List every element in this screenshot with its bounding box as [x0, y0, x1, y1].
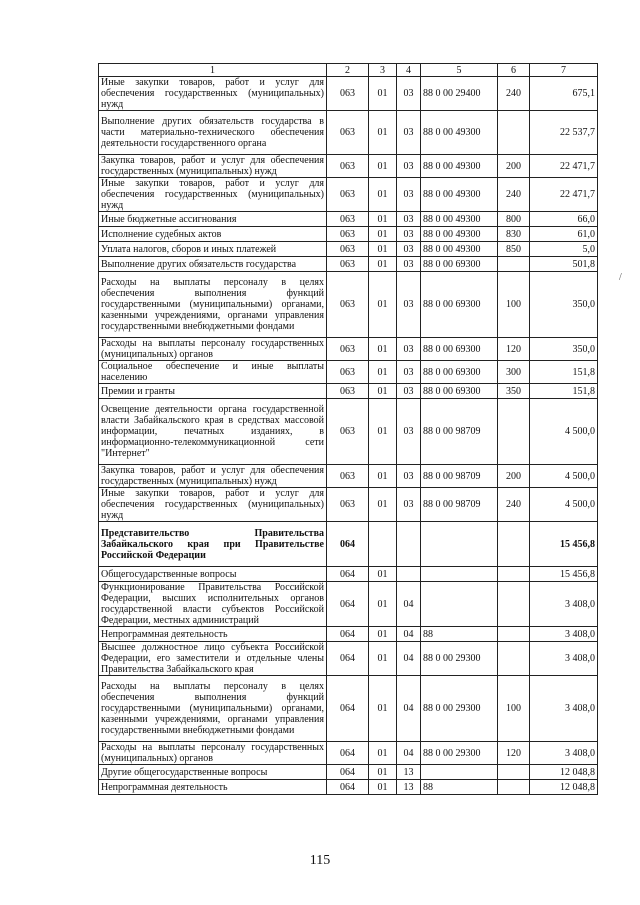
row-code: 064: [327, 642, 369, 676]
row-amount: 22 471,7: [530, 178, 598, 212]
row-expense-type: 100: [498, 272, 530, 338]
row-subsection: 03: [397, 257, 421, 272]
row-expense-type: [498, 567, 530, 582]
row-expense-type: 350: [498, 384, 530, 399]
row-section: 01: [369, 338, 397, 361]
row-expense-type: [498, 582, 530, 627]
table-row: [99, 765, 598, 780]
table-row: [99, 399, 598, 465]
row-subsection: 03: [397, 111, 421, 155]
row-code: 063: [327, 338, 369, 361]
column-header: 4: [397, 64, 421, 77]
row-target-article: 88 0 00 69300: [421, 257, 498, 272]
row-target-article: 88 0 00 49300: [421, 227, 498, 242]
row-name: Освещение деятельности органа государственной власти Забайкальского края в средствах массовой информации, печатных изданиях, в информационно-телекоммуникационной сети "Интернет": [99, 399, 327, 465]
row-subsection: 04: [397, 742, 421, 765]
row-expense-type: 120: [498, 742, 530, 765]
row-name: Высшее должностное лицо субъекта Российской Федерации, его заместители и отдельные члены Правительства Забайкальского края: [99, 642, 327, 676]
row-expense-type: [498, 627, 530, 642]
row-subsection: 03: [397, 178, 421, 212]
row-code: 063: [327, 242, 369, 257]
row-expense-type: [498, 399, 530, 465]
row-expense-type: 240: [498, 488, 530, 522]
table-row: [99, 257, 598, 272]
row-amount: 151,8: [530, 384, 598, 399]
row-amount: 5,0: [530, 242, 598, 257]
row-subsection: 03: [397, 155, 421, 178]
row-code: 064: [327, 567, 369, 582]
table-row: [99, 242, 598, 257]
row-subsection: 03: [397, 488, 421, 522]
row-section: 01: [369, 465, 397, 488]
row-name: Премии и гранты: [99, 384, 327, 399]
row-expense-type: 300: [498, 361, 530, 384]
table-row: [99, 642, 598, 676]
row-target-article: [421, 582, 498, 627]
row-name: Выполнение других обязательств государства: [99, 257, 327, 272]
row-subsection: 13: [397, 780, 421, 795]
table-row: [99, 567, 598, 582]
row-amount: 350,0: [530, 338, 598, 361]
row-expense-type: [498, 780, 530, 795]
row-amount: 675,1: [530, 77, 598, 111]
row-target-article: 88: [421, 780, 498, 795]
row-name: Уплата налогов, сборов и иных платежей: [99, 242, 327, 257]
row-amount: 3 408,0: [530, 676, 598, 742]
scan-mark: /: [619, 272, 622, 283]
row-expense-type: [498, 111, 530, 155]
row-subsection: 03: [397, 361, 421, 384]
row-name: Исполнение судебных актов: [99, 227, 327, 242]
row-section: 01: [369, 384, 397, 399]
row-section: 01: [369, 742, 397, 765]
row-name: Расходы на выплаты персоналу государственных (муниципальных) органов: [99, 742, 327, 765]
row-expense-type: 120: [498, 338, 530, 361]
row-section: 01: [369, 242, 397, 257]
table-row: [99, 361, 598, 384]
row-subsection: 03: [397, 384, 421, 399]
row-code: 063: [327, 111, 369, 155]
row-subsection: 03: [397, 227, 421, 242]
row-target-article: [421, 522, 498, 567]
row-section: 01: [369, 178, 397, 212]
row-subsection: 03: [397, 212, 421, 227]
table-row: [99, 742, 598, 765]
table-row: [99, 227, 598, 242]
row-code: 063: [327, 488, 369, 522]
row-expense-type: 830: [498, 227, 530, 242]
row-subsection: 03: [397, 399, 421, 465]
table-row: [99, 111, 598, 155]
row-expense-type: 240: [498, 178, 530, 212]
row-subsection: 04: [397, 582, 421, 627]
row-name: Расходы на выплаты персоналу в целях обеспечения выполнения функций государственными (муниципальными) органами, казенными учреждениями, органами управления государственными внебюджетными фондами: [99, 272, 327, 338]
table-row: [99, 155, 598, 178]
row-section: 01: [369, 257, 397, 272]
row-amount: 350,0: [530, 272, 598, 338]
row-section: 01: [369, 765, 397, 780]
row-code: 064: [327, 765, 369, 780]
row-amount: 22 537,7: [530, 111, 598, 155]
row-amount: 22 471,7: [530, 155, 598, 178]
row-code: 063: [327, 212, 369, 227]
row-target-article: 88 0 00 98709: [421, 488, 498, 522]
row-name: Выполнение других обязательств государства в части материально-технического обеспечения деятельности государственного органа: [99, 111, 327, 155]
row-target-article: 88 0 00 29300: [421, 676, 498, 742]
row-expense-type: [498, 522, 530, 567]
row-section: [369, 522, 397, 567]
row-target-article: 88 0 00 98709: [421, 465, 498, 488]
row-subsection: 13: [397, 765, 421, 780]
row-subsection: 04: [397, 627, 421, 642]
table-row: [99, 384, 598, 399]
row-code: 064: [327, 742, 369, 765]
row-name: Иные закупки товаров, работ и услуг для обеспечения государственных (муниципальных) нужд: [99, 77, 327, 111]
row-expense-type: 240: [498, 77, 530, 111]
table-row: [99, 582, 598, 627]
table-row: [99, 488, 598, 522]
row-code: 063: [327, 178, 369, 212]
row-name: Расходы на выплаты персоналу государственных (муниципальных) органов: [99, 338, 327, 361]
row-name: Другие общегосударственные вопросы: [99, 765, 327, 780]
table-row: [99, 272, 598, 338]
row-amount: 15 456,8: [530, 567, 598, 582]
row-code: 063: [327, 465, 369, 488]
table-body: [99, 77, 598, 795]
row-name: Непрограммная деятельность: [99, 627, 327, 642]
row-code: 063: [327, 257, 369, 272]
row-section: 01: [369, 77, 397, 111]
row-name: Иные закупки товаров, работ и услуг для обеспечения государственных (муниципальных) нужд: [99, 488, 327, 522]
table-row: [99, 676, 598, 742]
row-target-article: 88 0 00 49300: [421, 178, 498, 212]
row-expense-type: 800: [498, 212, 530, 227]
row-target-article: 88 0 00 49300: [421, 242, 498, 257]
row-amount: 3 408,0: [530, 627, 598, 642]
row-expense-type: [498, 257, 530, 272]
column-header: 6: [498, 64, 530, 77]
row-target-article: [421, 765, 498, 780]
row-amount: 61,0: [530, 227, 598, 242]
row-subsection: 04: [397, 676, 421, 742]
row-code: 064: [327, 676, 369, 742]
row-name: Закупка товаров, работ и услуг для обеспечения государственных (муниципальных) нужд: [99, 465, 327, 488]
row-section: 01: [369, 780, 397, 795]
row-name: Общегосударственные вопросы: [99, 567, 327, 582]
row-target-article: 88 0 00 98709: [421, 399, 498, 465]
budget-table: [98, 63, 598, 795]
column-header: 7: [530, 64, 598, 77]
row-amount: 4 500,0: [530, 465, 598, 488]
row-amount: 12 048,8: [530, 765, 598, 780]
row-code: 063: [327, 77, 369, 111]
row-expense-type: 850: [498, 242, 530, 257]
row-amount: 151,8: [530, 361, 598, 384]
row-amount: 4 500,0: [530, 488, 598, 522]
row-name: Закупка товаров, работ и услуг для обеспечения государственных (муниципальных) нужд: [99, 155, 327, 178]
row-subsection: 03: [397, 338, 421, 361]
table-row: [99, 338, 598, 361]
row-name: Непрограммная деятельность: [99, 780, 327, 795]
row-code: 063: [327, 384, 369, 399]
row-code: 064: [327, 627, 369, 642]
row-section: 01: [369, 627, 397, 642]
row-target-article: 88 0 00 69300: [421, 384, 498, 399]
row-section: 01: [369, 642, 397, 676]
row-subsection: 03: [397, 465, 421, 488]
table-row: [99, 212, 598, 227]
row-expense-type: [498, 642, 530, 676]
row-amount: 3 408,0: [530, 742, 598, 765]
column-header: 2: [327, 64, 369, 77]
row-code: 064: [327, 522, 369, 567]
row-target-article: 88 0 00 49300: [421, 111, 498, 155]
row-subsection: 03: [397, 272, 421, 338]
row-target-article: 88 0 00 29300: [421, 642, 498, 676]
row-target-article: 88 0 00 29300: [421, 742, 498, 765]
row-code: 063: [327, 272, 369, 338]
table-row: [99, 522, 598, 567]
row-section: 01: [369, 212, 397, 227]
table-row: [99, 465, 598, 488]
row-section: 01: [369, 567, 397, 582]
row-name: Иные бюджетные ассигнования: [99, 212, 327, 227]
row-target-article: 88: [421, 627, 498, 642]
row-amount: 3 408,0: [530, 582, 598, 627]
row-section: 01: [369, 111, 397, 155]
row-subsection: 03: [397, 242, 421, 257]
row-amount: 501,8: [530, 257, 598, 272]
row-name: Иные закупки товаров, работ и услуг для обеспечения государственных (муниципальных) нужд: [99, 178, 327, 212]
row-subsection: [397, 522, 421, 567]
row-amount: 4 500,0: [530, 399, 598, 465]
row-name: Расходы на выплаты персоналу в целях обеспечения выполнения функций государственными (муниципальными) органами, казенными учреждениями, органами управления государственными внебюджетными фондами: [99, 676, 327, 742]
page-number: 115: [309, 853, 331, 868]
row-section: 01: [369, 676, 397, 742]
row-code: 064: [327, 582, 369, 627]
row-amount: 3 408,0: [530, 642, 598, 676]
row-section: 01: [369, 155, 397, 178]
row-target-article: 88 0 00 49300: [421, 155, 498, 178]
row-name: Социальное обеспечение и иные выплаты населению: [99, 361, 327, 384]
row-expense-type: 200: [498, 465, 530, 488]
row-section: 01: [369, 227, 397, 242]
row-code: 063: [327, 399, 369, 465]
row-amount: 12 048,8: [530, 780, 598, 795]
row-code: 063: [327, 361, 369, 384]
row-section: 01: [369, 488, 397, 522]
table-row: [99, 780, 598, 795]
row-code: 064: [327, 780, 369, 795]
row-subsection: 04: [397, 642, 421, 676]
row-code: 063: [327, 155, 369, 178]
table-row: [99, 178, 598, 212]
row-expense-type: 100: [498, 676, 530, 742]
row-name: Представительство Правительства Забайкальского края при Правительстве Российской Федерации: [99, 522, 327, 567]
row-target-article: 88 0 00 49300: [421, 212, 498, 227]
row-subsection: [397, 567, 421, 582]
column-header: 1: [99, 64, 327, 77]
row-section: 01: [369, 272, 397, 338]
row-target-article: 88 0 00 29400: [421, 77, 498, 111]
row-target-article: 88 0 00 69300: [421, 338, 498, 361]
row-amount: 15 456,8: [530, 522, 598, 567]
row-expense-type: [498, 765, 530, 780]
row-amount: 66,0: [530, 212, 598, 227]
row-section: 01: [369, 399, 397, 465]
row-target-article: [421, 567, 498, 582]
row-expense-type: 200: [498, 155, 530, 178]
row-subsection: 03: [397, 77, 421, 111]
row-section: 01: [369, 361, 397, 384]
table-row: [99, 627, 598, 642]
header-row: [99, 64, 598, 77]
table-row: [99, 77, 598, 111]
row-code: 063: [327, 227, 369, 242]
column-header: 3: [369, 64, 397, 77]
column-header: 5: [421, 64, 498, 77]
row-section: 01: [369, 582, 397, 627]
row-target-article: 88 0 00 69300: [421, 361, 498, 384]
row-target-article: 88 0 00 69300: [421, 272, 498, 338]
row-name: Функционирование Правительства Российской Федерации, высших исполнительных органов государственной власти субъектов Российской Федерации, местных администраций: [99, 582, 327, 627]
